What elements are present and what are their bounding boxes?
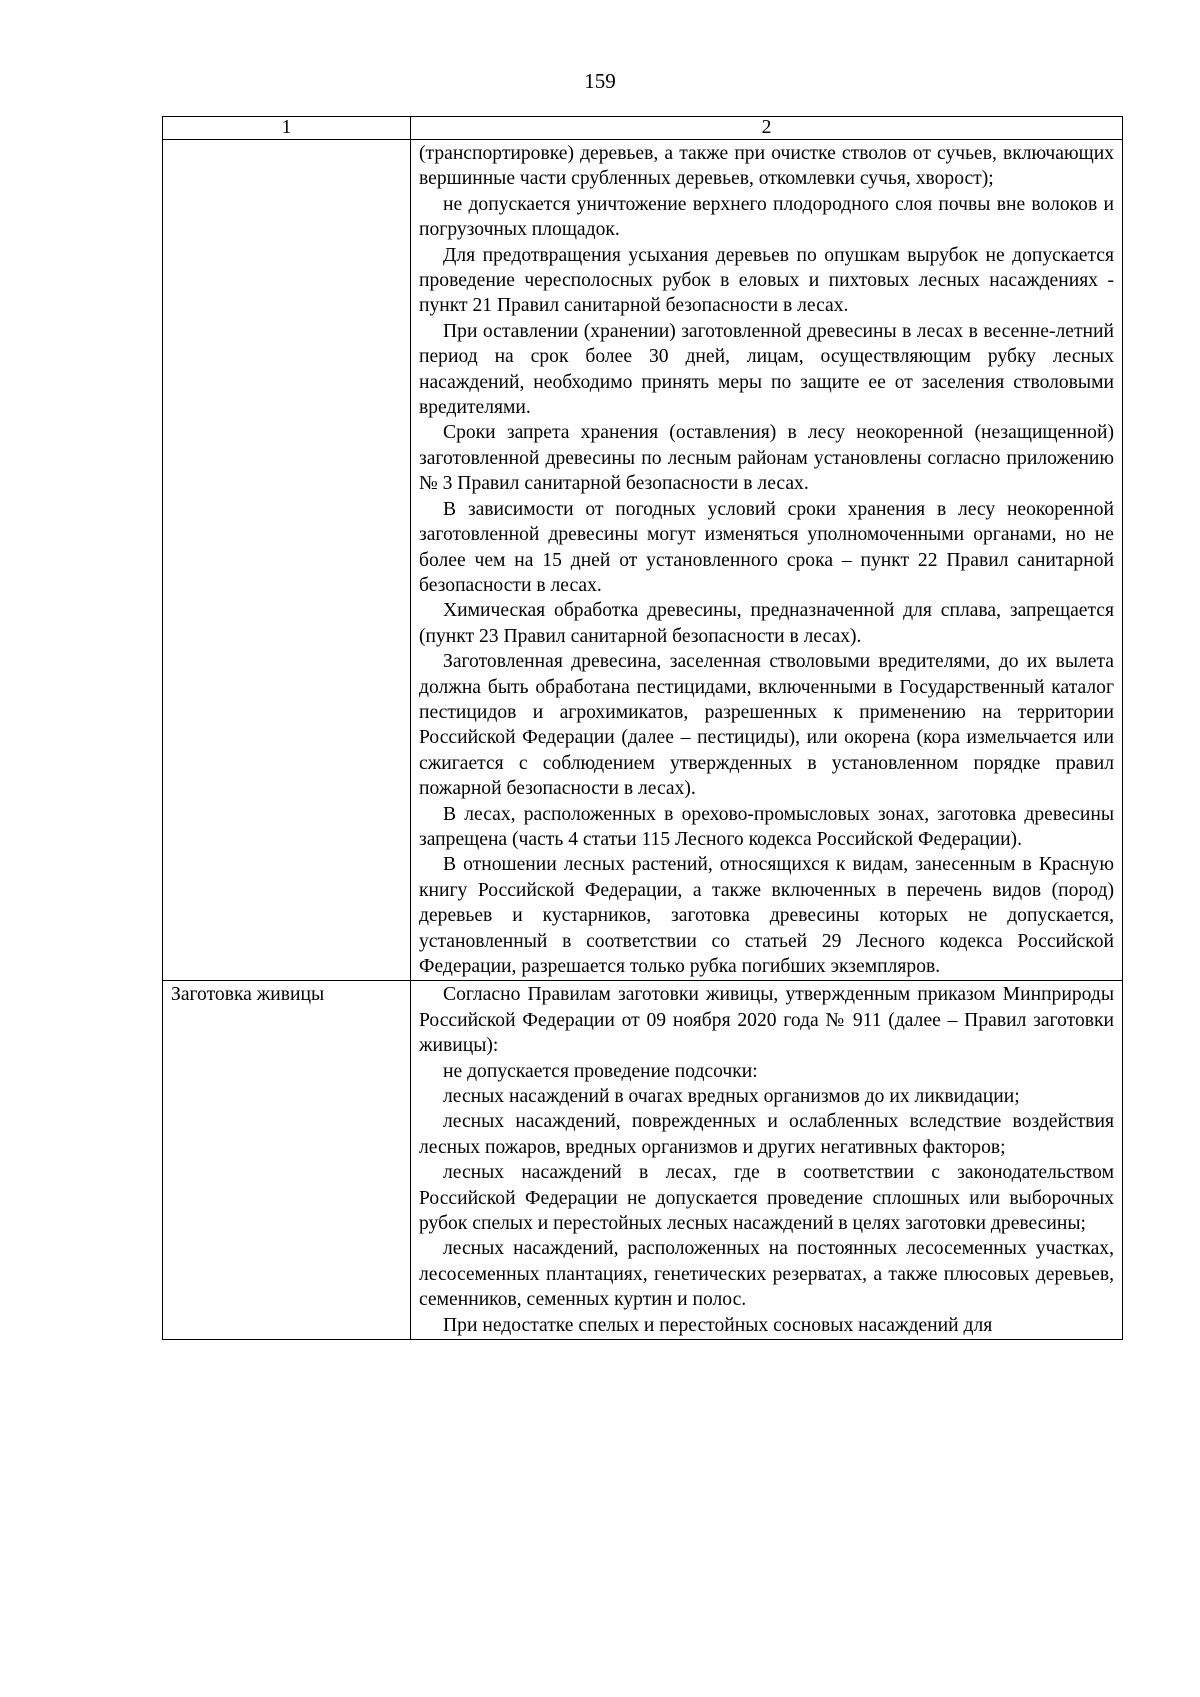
paragraph: При недостатке спелых и перестойных сосновых насаждений для [443,1314,993,1336]
paragraph: Заготовленная древесина, заселенная стволовыми вредителями, до их вылета должна быть обработана пестицидами, включенными в Государственный каталог пестицидов и агрохимикатов, разрешенных к применению на территории Российской Федерации (далее – пестициды), или окорена (кора измельчается или сжигается с соблюдением утвержденных в установленном порядке правил пожарной безопасности в лесах). [419,651,1114,800]
paragraph: не допускается уничтожение верхнего плодородного слоя почвы вне волоков и погрузочных площадок. [419,193,1114,241]
paragraph: Согласно Правилам заготовки живицы, утвержденным приказом Минприроды Российской Федерации от 09 ноября 2020 года № 911 (далее – Правил заготовки живицы): [419,984,1114,1057]
column-header: 1 [163,117,411,140]
column-header: 2 [411,117,1123,140]
page-number: 159 [584,69,616,93]
table-header-row [163,117,1123,140]
row-label [163,140,411,981]
paragraph: лесных насаждений, поврежденных и ослабленных вследствие воздействия лесных пожаров, вредных организмов и других негативных факторов; [419,1111,1114,1158]
paragraph: Химическая обработка древесины, предназначенной для сплава, запрещается (пункт 23 Правил санитарной безопасности в лесах). [419,600,1114,647]
table-row [163,140,1123,981]
paragraph: лесных насаждений в очагах вредных организмов до их ликвидации; [443,1086,1020,1108]
paragraph: В отношении лесных растений, относящихся к видам, занесенным в Красную книгу Российской Федерации, а также включенных в перечень видов (пород) деревьев и кустарников, заготовка древесины которых не допускается, установленный в соответствии со статьей 29 Лесного кодекса Российской Федерации, разрешается только рубка погибших экземпляров. [419,854,1114,977]
paragraph: В зависимости от погодных условий сроки хранения в лесу неокоренной заготовленной древесины могут изменяться уполномоченными органами, но не более чем на 15 дней от установленного срока – пункт 22 Правил санитарной безопасности в лесах. [419,498,1114,596]
paragraph: Для предотвращения усыхания деревьев по опушкам вырубок не допускается проведение чересполосных рубок в еловых и пихтовых лесных насаждениях - пункт 21 Правил санитарной безопасности в лесах. [419,244,1114,317]
row-content [411,981,1123,1340]
paragraph: лесных насаждений в лесах, где в соответствии с законодательством Российской Федерации не допускается проведение сплошных или выборочных рубок спелых и перестойных лесных насаждений в целях заготовки древесины; [419,1162,1114,1235]
paragraph: не допускается проведение подсочки: [443,1060,758,1082]
paragraph: Сроки запрета хранения (оставления) в лесу неокоренной (незащищенной) заготовленной древесины по лесным районам установлены согласно приложению № 3 Правил санитарной безопасности в лесах. [419,422,1114,495]
paragraph: (транспортировке) деревьев, а также при очистке стволов от сучьев, включающих вершинные части срубленных деревьев, откомлевки сучья, хворост); [419,143,1114,190]
paragraph: При оставлении (хранении) заготовленной древесины в лесах в весенне-летний период на срок более 30 дней, лицам, осуществляющим рубку лесных насаждений, необходимо принять меры по защите ее от заселения стволовыми вредителями. [419,320,1114,419]
table-row [163,981,1123,1340]
paragraph: лесных насаждений, расположенных на постоянных лесосеменных участках, лесосеменных плантациях, генетических резерватах, а также плюсовых деревьев, семенников, семенных куртин и полос. [419,1238,1114,1311]
document-table [162,116,1123,1340]
row-content [411,140,1123,981]
paragraph: В лесах, расположенных в орехово-промысловых зонах, заготовка древесины запрещена (часть 4 статьи 115 Лесного кодекса Российской Федерации). [419,803,1114,850]
row-label: Заготовка живицы [163,981,411,1340]
